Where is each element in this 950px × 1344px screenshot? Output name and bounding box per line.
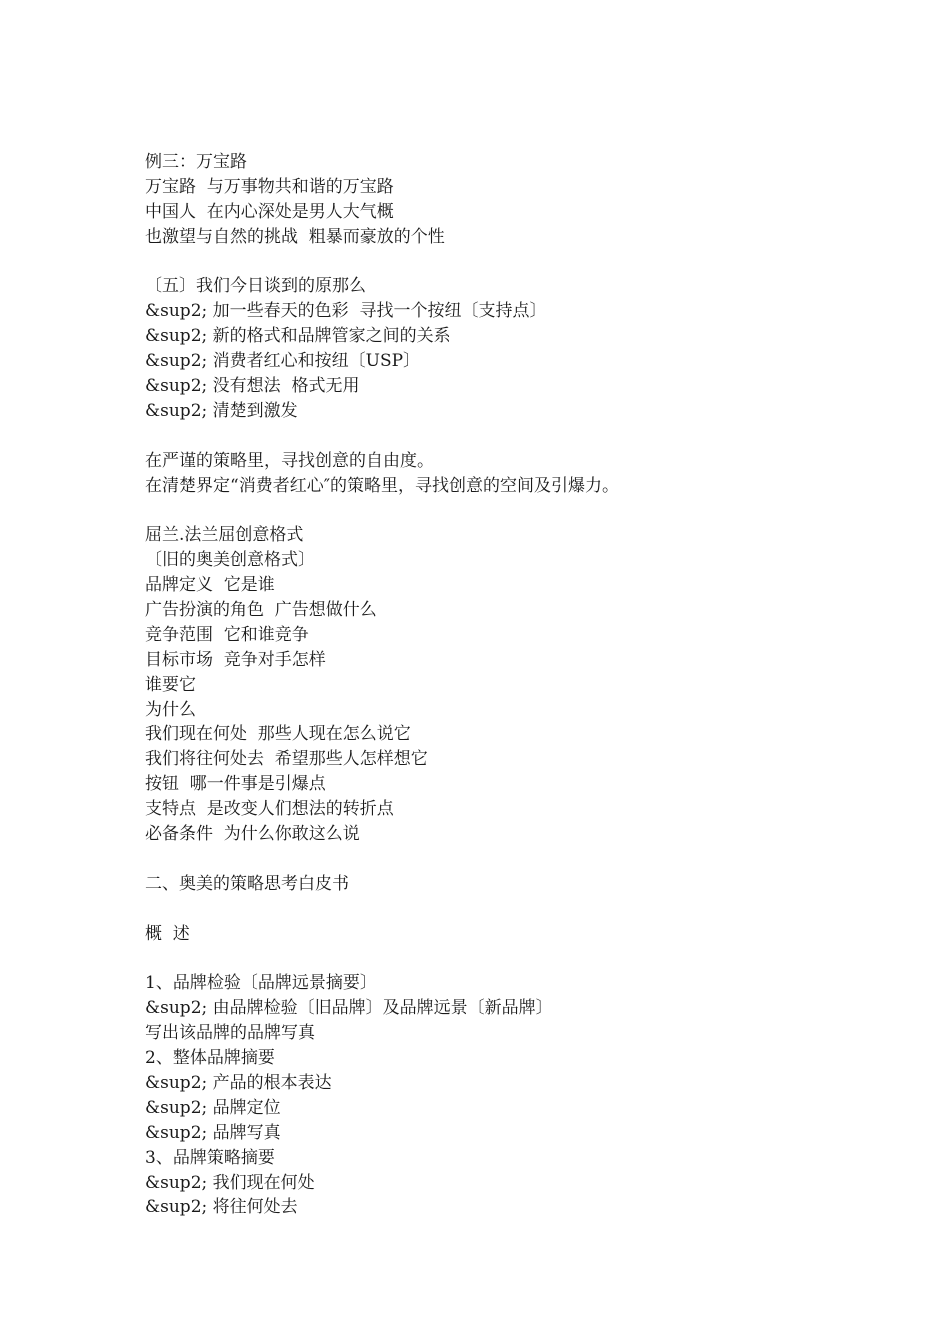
text-line: 中国人 在内心深处是男人大气概: [145, 201, 394, 222]
text-line: 我们将往何处去 希望那些人怎样想它: [145, 749, 428, 770]
blank-line: [145, 947, 865, 972]
text-line: 1、品牌检验〔品牌远景摘要〕: [145, 973, 377, 994]
text-line: &sup2; 清楚到激发: [145, 400, 298, 421]
text-line: &sup2; 新的格式和品牌管家之间的关系: [145, 326, 451, 347]
text-line: 屈兰.法兰屈创意格式: [145, 525, 304, 546]
text-line: 我们现在何处 那些人现在怎么说它: [145, 724, 411, 745]
text-line: 也激望与自然的挑战 粗暴而豪放的个性: [145, 226, 445, 247]
text-line: 写出该品牌的品牌写真: [145, 1023, 315, 1044]
blank-line: [145, 250, 865, 275]
text-line: 在清楚界定“消费者红心″的策略里，寻找创意的空间及引爆力。: [145, 475, 620, 496]
text-line: 谁要它: [145, 674, 196, 695]
text-line: 例三：万宝路: [145, 152, 247, 172]
text-line: 〔五〕我们今日谈到的原那么: [145, 276, 366, 297]
text-line: 支特点 是改变人们想法的转折点: [145, 799, 394, 820]
text-line: &sup2; 我们现在何处: [145, 1172, 315, 1193]
text-line: 竞争范围 它和谁竞争: [145, 624, 309, 645]
text-line: 目标市场 竞争对手怎样: [145, 649, 326, 670]
text-line: 广告扮演的角色 广告想做什么: [145, 600, 377, 621]
document-body: [145, 150, 865, 1220]
blank-line: [145, 424, 865, 449]
text-line: 为什么: [145, 699, 196, 720]
text-line: &sup2; 加一些春天的色彩 寻找一个按纽〔支持点〕: [145, 301, 547, 322]
text-line: 3、品牌策略摘要: [145, 1147, 275, 1168]
text-line: 万宝路 与万事物共和谐的万宝路: [145, 176, 394, 197]
text-line: 二、奥美的策略思考白皮书: [145, 873, 349, 894]
text-line: &sup2; 没有想法 格式无用: [145, 376, 360, 397]
text-line: &sup2; 品牌写真: [145, 1122, 281, 1143]
blank-line: [145, 498, 865, 523]
blank-line: [145, 847, 865, 872]
text-line: 〔旧的奥美创意格式〕: [145, 550, 315, 571]
text-line: 概 述: [145, 923, 190, 944]
text-line: &sup2; 将往何处去: [145, 1197, 298, 1218]
text-line: 按钮 哪一件事是引爆点: [145, 774, 326, 795]
text-line: &sup2; 产品的根本表达: [145, 1072, 332, 1093]
blank-line: [145, 897, 865, 922]
text-line: &sup2; 由品牌检验〔旧品牌〕及品牌远景〔新品牌〕: [145, 998, 553, 1019]
text-line: 在严谨的策略里，寻找创意的自由度。: [145, 450, 434, 471]
text-line: &sup2; 品牌定位: [145, 1097, 281, 1118]
text-line: 2、整体品牌摘要: [145, 1048, 275, 1069]
text-line: 必备条件 为什么你敢这么说: [145, 824, 360, 845]
text-line: 品牌定义 它是谁: [145, 575, 275, 596]
text-line: &sup2; 消费者红心和按纽〔USP〕: [145, 351, 421, 372]
